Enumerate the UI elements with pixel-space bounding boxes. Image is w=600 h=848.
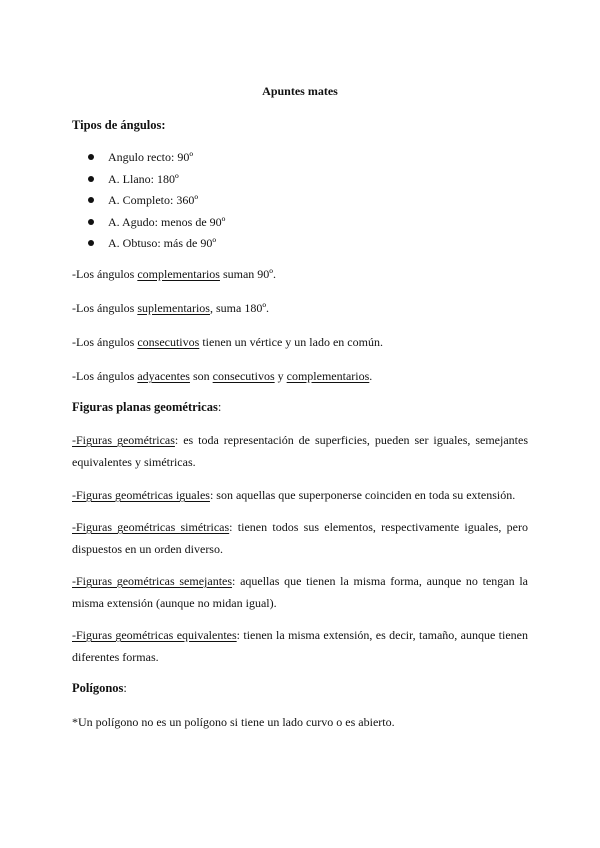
term-link: complementarios	[137, 267, 220, 281]
bullet-icon	[88, 176, 94, 182]
figure-definition: -Figuras geométricas: es toda representación de superficies, pueden ser iguales, semejantes equivalentes y simétricas.	[72, 433, 528, 469]
polygons-heading: Polígonos:	[72, 681, 127, 695]
list-item: A. Obtuso: más de 90º	[72, 235, 225, 257]
angle-types-list	[72, 149, 225, 257]
term-link: consecutivos	[212, 369, 275, 383]
rule-adyacentes: -Los ángulos adyacentes son consecutivos y complementarios.	[72, 369, 373, 383]
list-item: A. Llano: 180º	[72, 171, 225, 193]
polygons-note: *Un polígono no es un polígono si tiene un lado curvo o es abierto.	[72, 715, 395, 729]
term-link: -Figuras geométricas simétricas	[72, 520, 230, 534]
list-item: A. Agudo: menos de 90º	[72, 214, 225, 236]
term-link: -Figuras geométricas semejantes	[72, 574, 233, 588]
angles-heading: Tipos de ángulos:	[72, 118, 166, 132]
term-link: adyacentes	[137, 369, 190, 383]
rule-complementarios: -Los ángulos complementarios suman 90º.	[72, 267, 277, 281]
term-link: -Figuras geométricas iguales	[72, 488, 210, 502]
bullet-icon	[88, 154, 94, 160]
list-item: A. Completo: 360º	[72, 192, 225, 214]
term-link: complementarios	[286, 369, 370, 383]
term-link: consecutivos	[137, 335, 200, 349]
rule-suplementarios: -Los ángulos suplementarios, suma 180º.	[72, 301, 270, 315]
bullet-icon	[88, 219, 94, 225]
figure-definition: -Figuras geométricas simétricas: tienen todos sus elementos, respectivamente iguales, pero dispuestos en un orden diverso.	[72, 520, 528, 556]
term-link: suplementarios	[137, 301, 210, 315]
list-item: Angulo recto: 90º	[72, 149, 225, 171]
page-title: Apuntes mates	[262, 84, 338, 98]
term-link: -Figuras geométricas	[72, 433, 175, 447]
figure-definition: -Figuras geométricas iguales: son aquellas que superponerse coinciden en toda su extensión.	[72, 488, 516, 502]
bullet-icon	[88, 240, 94, 246]
rule-consecutivos: -Los ángulos consecutivos tienen un vértice y un lado en común.	[72, 335, 383, 349]
figures-heading: Figuras planas geométricas:	[72, 400, 222, 414]
figure-definition: -Figuras geométricas equivalentes: tienen la misma extensión, es decir, tamaño, aunque tienen diferentes formas.	[72, 628, 528, 664]
bullet-icon	[88, 197, 94, 203]
figure-definition: -Figuras geométricas semejantes: aquellas que tienen la misma forma, aunque no tengan la misma extensión (aunque no midan igual).	[72, 574, 528, 610]
term-link: -Figuras geométricas equivalentes	[72, 628, 237, 642]
